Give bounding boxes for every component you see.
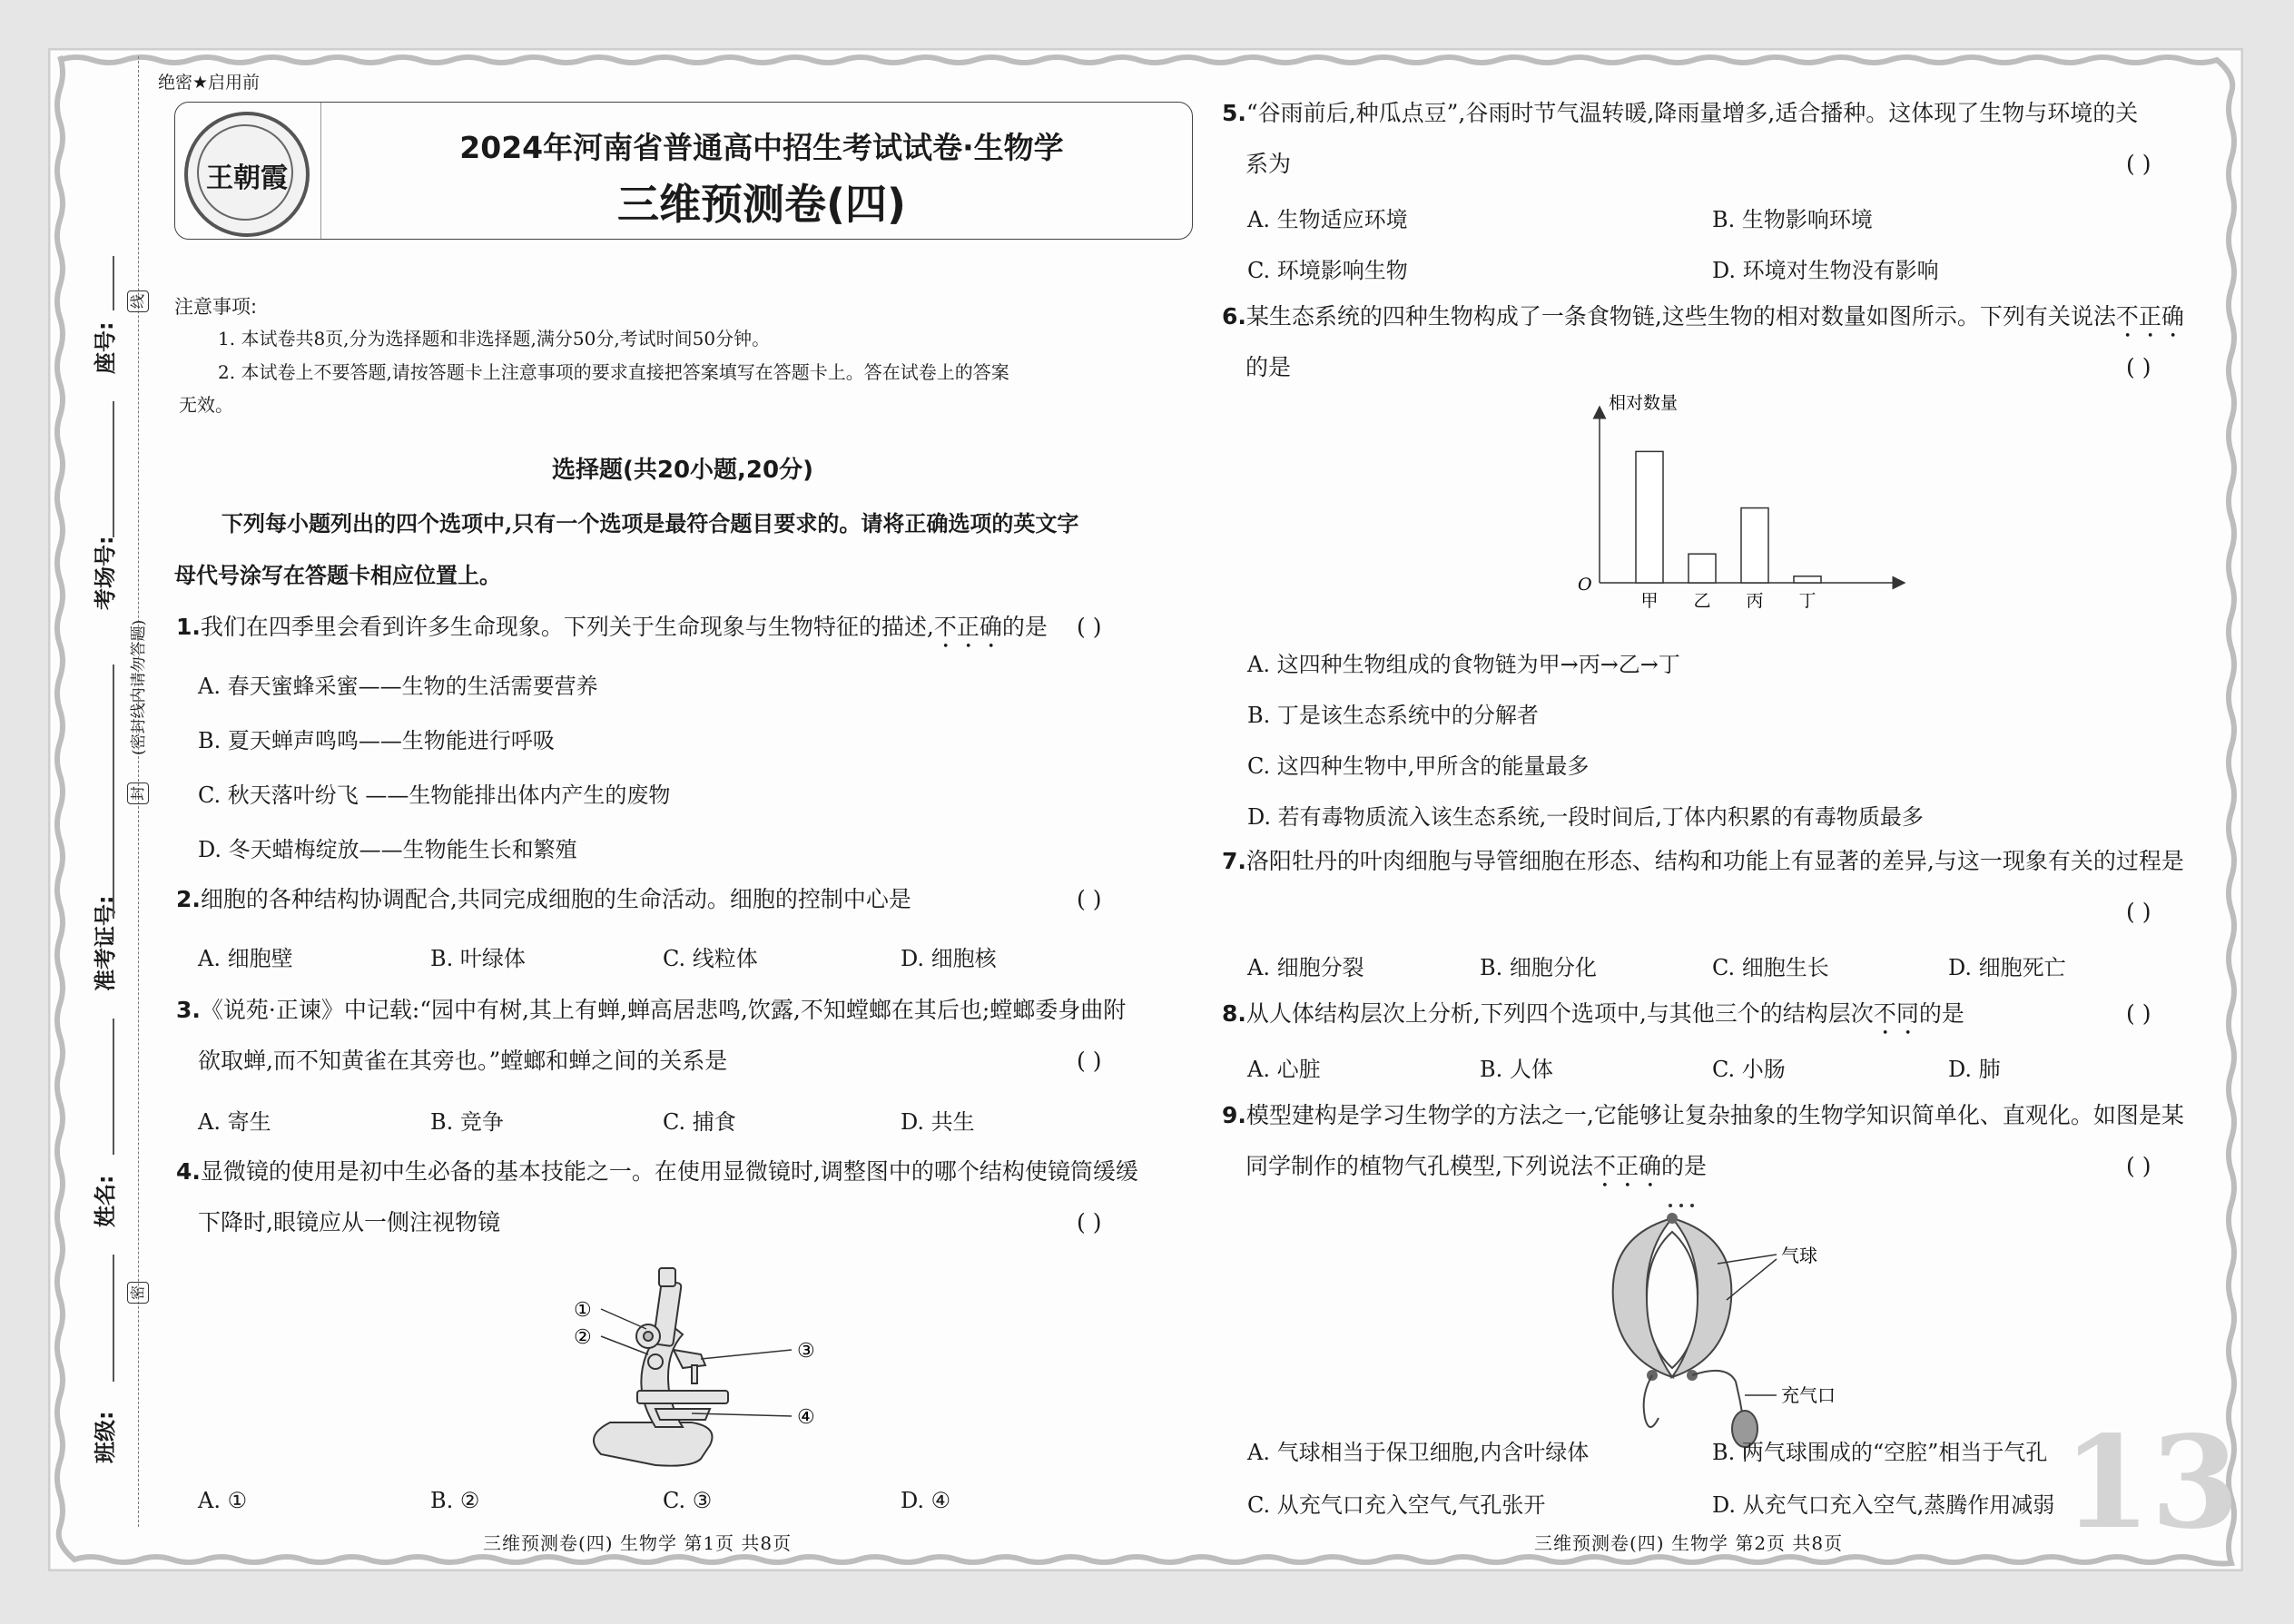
microscope-eyepiece <box>659 1268 675 1286</box>
q4-option-b: B. ② <box>430 1488 480 1513</box>
nosepiece <box>674 1350 705 1368</box>
q2-option-a: A. 细胞壁 <box>198 946 293 971</box>
exam-title: 2024年河南省普通高中招生考试试卷·生物学 <box>459 130 1064 165</box>
q7-option-a: A. 细胞分裂 <box>1247 955 1364 980</box>
q3-stem-b: 欲取蝉,而不知黄雀在其旁也。”螳螂和蝉之间的关系是 <box>198 1048 728 1074</box>
chart-bar <box>1689 554 1716 583</box>
q6-option-b: B. 丁是该生态系统中的分解者 <box>1247 703 1539 728</box>
q3-option-c: C. 捕食 <box>663 1109 736 1135</box>
q2-answer-blank: ( ) <box>1077 886 1102 912</box>
q8-option-d: D. 肺 <box>1948 1057 2001 1082</box>
q7-answer-blank: ( ) <box>2126 899 2151 925</box>
q4-answer-blank: ( ) <box>1077 1209 1102 1235</box>
notes-item-1: 1. 本试卷共8页,分为选择题和非选择题,满分50分,考试时间50分钟。 <box>218 328 771 349</box>
q6-option-c: C. 这四种生物中,甲所含的能量最多 <box>1247 753 1590 779</box>
microscope-label-4: ④ <box>797 1406 815 1429</box>
q9-option-a: A. 气球相当于保卫细胞,内含叶绿体 <box>1247 1440 1590 1465</box>
school-logo <box>184 112 310 237</box>
seat-label: 座号: <box>93 321 118 374</box>
q3-answer-blank: ( ) <box>1077 1048 1102 1074</box>
q5-stem-a: 5.“谷雨前后,种瓜点豆”,谷雨时节气温转暖,降雨量增多,适合播种。这体现了生物与环境的关 <box>1222 100 2139 126</box>
microscope-label-3: ③ <box>797 1340 815 1363</box>
q3-option-d: D. 共生 <box>901 1109 975 1135</box>
line-mark: 线 <box>127 290 149 312</box>
class-label: 班级: <box>93 1411 118 1463</box>
exam-room-label: 考场号: <box>93 536 118 610</box>
label-line-3 <box>701 1350 792 1359</box>
q6-emphasis: 不正确 <box>2115 303 2184 330</box>
section-title: 选择题(共20小题,20分) <box>551 457 813 484</box>
q7-stem: 7.洛阳牡丹的叶肉细胞与导管细胞在形态、结构和功能上有显著的差异,与这一现象有关的过程是 <box>1222 848 2184 874</box>
q8-emphasis: 不同 <box>1873 1000 1919 1027</box>
q2-stem: 2.细胞的各种结构协调配合,共同完成细胞的生命活动。细胞的控制中心是 <box>176 886 911 912</box>
label-line-1 <box>601 1309 646 1329</box>
q1-option-a: A. 春天蜜蜂采蜜——生物的生活需要营养 <box>198 674 598 699</box>
notes-item-2b: 无效。 <box>179 394 233 416</box>
q7-option-c: C. 细胞生长 <box>1712 955 1829 980</box>
chart-origin: O <box>1578 575 1592 595</box>
name-line <box>113 1019 114 1155</box>
q9-option-d: D. 从充气口充入空气,蒸腾作用减弱 <box>1712 1492 2055 1518</box>
q2-option-c: C. 线粒体 <box>663 946 758 971</box>
chart-bar <box>1741 508 1768 583</box>
q3-option-b: B. 竞争 <box>430 1109 504 1135</box>
q1-stem: 1.我们在四季里会看到许多生命现象。下列关于生命现象与生物特征的描述,不正确的是 <box>176 614 1048 640</box>
label-inlet: 充气口 <box>1781 1384 1836 1406</box>
q4-option-d: D. ④ <box>901 1488 951 1513</box>
chart-ylabel: 相对数量 <box>1609 393 1679 413</box>
ticket-number-label: 准考证号: <box>93 895 118 991</box>
q3-option-a: A. 寄生 <box>198 1109 271 1135</box>
logo-text: 王朝霞 <box>206 162 288 194</box>
q4-stem-a: 4.显微镜的使用是初中生必备的基本技能之一。在使用显微镜时,调整图中的哪个结构使镜筒缓缓 <box>176 1158 1138 1185</box>
label-balloon: 气球 <box>1781 1245 1817 1266</box>
no-answer-notice: (密封线内请勿答题) <box>130 619 148 755</box>
q8-answer-blank: ( ) <box>2126 1000 2151 1027</box>
microscope-diagram <box>546 1264 855 1491</box>
q2-option-b: B. 叶绿体 <box>430 946 526 971</box>
chart-category-label: 丁 <box>1798 591 1816 611</box>
q5-option-d: D. 环境对生物没有影响 <box>1712 258 1939 283</box>
q1-option-d: D. 冬天蜡梅绽放——生物能生长和繁殖 <box>198 837 577 862</box>
q9-option-b: B. 两气球围成的“空腔”相当于气孔 <box>1712 1440 2048 1465</box>
q6-answer-blank: ( ) <box>2126 354 2151 380</box>
seal-mark: 封 <box>127 782 149 804</box>
footer-left: 三维预测卷(四) 生物学 第1页 共8页 <box>483 1532 793 1554</box>
microscope-label-1: ① <box>574 1299 592 1322</box>
q8-option-c: C. 小肠 <box>1712 1057 1786 1082</box>
q6-stem-a: 6.某生态系统的四种生物构成了一条食物链,这些生物的相对数量如图所示。下列有关说法不正确 <box>1222 303 2184 330</box>
fine-adjustment-knob <box>648 1354 663 1369</box>
room-line <box>113 401 114 537</box>
name-label: 姓名: <box>93 1175 118 1227</box>
q5-option-a: A. 生物适应环境 <box>1247 207 1408 232</box>
chart-category-label: 甲 <box>1640 591 1659 611</box>
seat-line <box>113 256 114 310</box>
section-instr-b: 母代号涂写在答题卡相应位置上。 <box>174 562 501 588</box>
notes-heading: 注意事项: <box>174 296 258 318</box>
notes-item-2a: 2. 本试卷上不要答题,请按答题卡上注意事项的要求直接把答案填写在答题卡上。答在试卷上的答案 <box>218 361 1009 383</box>
q1-option-c: C. 秋天落叶纷飞 ——生物能排出体内产生的废物 <box>198 782 671 808</box>
q6-option-d: D. 若有毒物质流入该生态系统,一段时间后,丁体内积累的有毒物质最多 <box>1247 804 1924 830</box>
microscope-label-2: ② <box>574 1326 592 1349</box>
q4-option-c: C. ③ <box>663 1488 713 1513</box>
stoma-model-diagram <box>1590 1200 1890 1472</box>
q6-stem-b: 的是 <box>1245 354 1292 380</box>
q5-option-c: C. 环境影响生物 <box>1247 258 1408 283</box>
q9-stem-a: 9.模型建构是学习生物学的方法之一,它能够让复杂抽象的生物学知识简单化、直观化。如图是某 <box>1222 1102 2184 1128</box>
inflation-tube <box>1692 1371 1743 1418</box>
exam-sheet <box>47 47 2244 1572</box>
q7-option-d: D. 细胞死亡 <box>1948 955 2066 980</box>
q5-stem-b: 系为 <box>1245 151 1292 177</box>
chart-bar <box>1794 576 1821 583</box>
section-instr-a: 下列每小题列出的四个选项中,只有一个选项是最符合题目要求的。请将正确选项的英文字 <box>222 510 1079 536</box>
q1-answer-blank: ( ) <box>1077 614 1102 640</box>
page-badge: 13 <box>2063 1409 2240 1558</box>
microscope-base <box>594 1422 713 1466</box>
q6-option-a: A. 这四种生物组成的食物链为甲→丙→乙→丁 <box>1247 652 1680 677</box>
q4-option-a: A. ① <box>198 1488 248 1513</box>
q4-stem-b: 下降时,眼镜应从一侧注视物镜 <box>198 1209 500 1235</box>
q2-option-d: D. 细胞核 <box>901 946 997 971</box>
q5-option-b: B. 生物影响环境 <box>1712 207 1873 232</box>
q9-option-c: C. 从充气口充入空气,气孔张开 <box>1247 1492 1546 1518</box>
ticket-line <box>113 664 114 919</box>
q1-emphasis: 不正确 <box>933 614 1002 640</box>
q8-option-b: B. 人体 <box>1480 1057 1553 1082</box>
population-bar-chart <box>1572 392 1917 628</box>
secret-mark: 密 <box>127 1282 149 1304</box>
q7-option-b: B. 细胞分化 <box>1480 955 1597 980</box>
q8-option-a: A. 心脏 <box>1247 1057 1321 1082</box>
objective <box>692 1365 697 1383</box>
secret-label: 绝密★启用前 <box>158 73 261 93</box>
exam-subtitle: 三维预测卷(四) <box>616 180 907 229</box>
q8-stem: 8.从人体结构层次上分析,下列四个选项中,与其他三个的结构层次不同的是 <box>1222 1000 1964 1027</box>
title-box <box>174 102 1193 240</box>
class-line <box>113 1255 114 1382</box>
q9-answer-blank: ( ) <box>2126 1153 2151 1179</box>
chart-category-label: 丙 <box>1746 591 1764 611</box>
q3-stem-a: 3.《说苑·正谏》中记载:“园中有树,其上有蝉,蝉高居悲鸣,饮露,不知螳螂在其后也;螳螂委身曲附 <box>176 997 1127 1023</box>
q9-stem-b: 同学制作的植物气孔模型,下列说法不正确的是 <box>1245 1153 1707 1179</box>
footer-right: 三维预测卷(四) 生物学 第2页 共8页 <box>1534 1532 1844 1554</box>
q5-answer-blank: ( ) <box>2126 151 2151 177</box>
q9-emphasis: 不正确 <box>1592 1153 1661 1179</box>
q1-option-b: B. 夏天蝉声鸣鸣——生物能进行呼吸 <box>198 728 555 753</box>
chart-bar <box>1636 451 1663 583</box>
microscope-stage <box>637 1391 728 1403</box>
chart-category-label: 乙 <box>1693 591 1711 611</box>
